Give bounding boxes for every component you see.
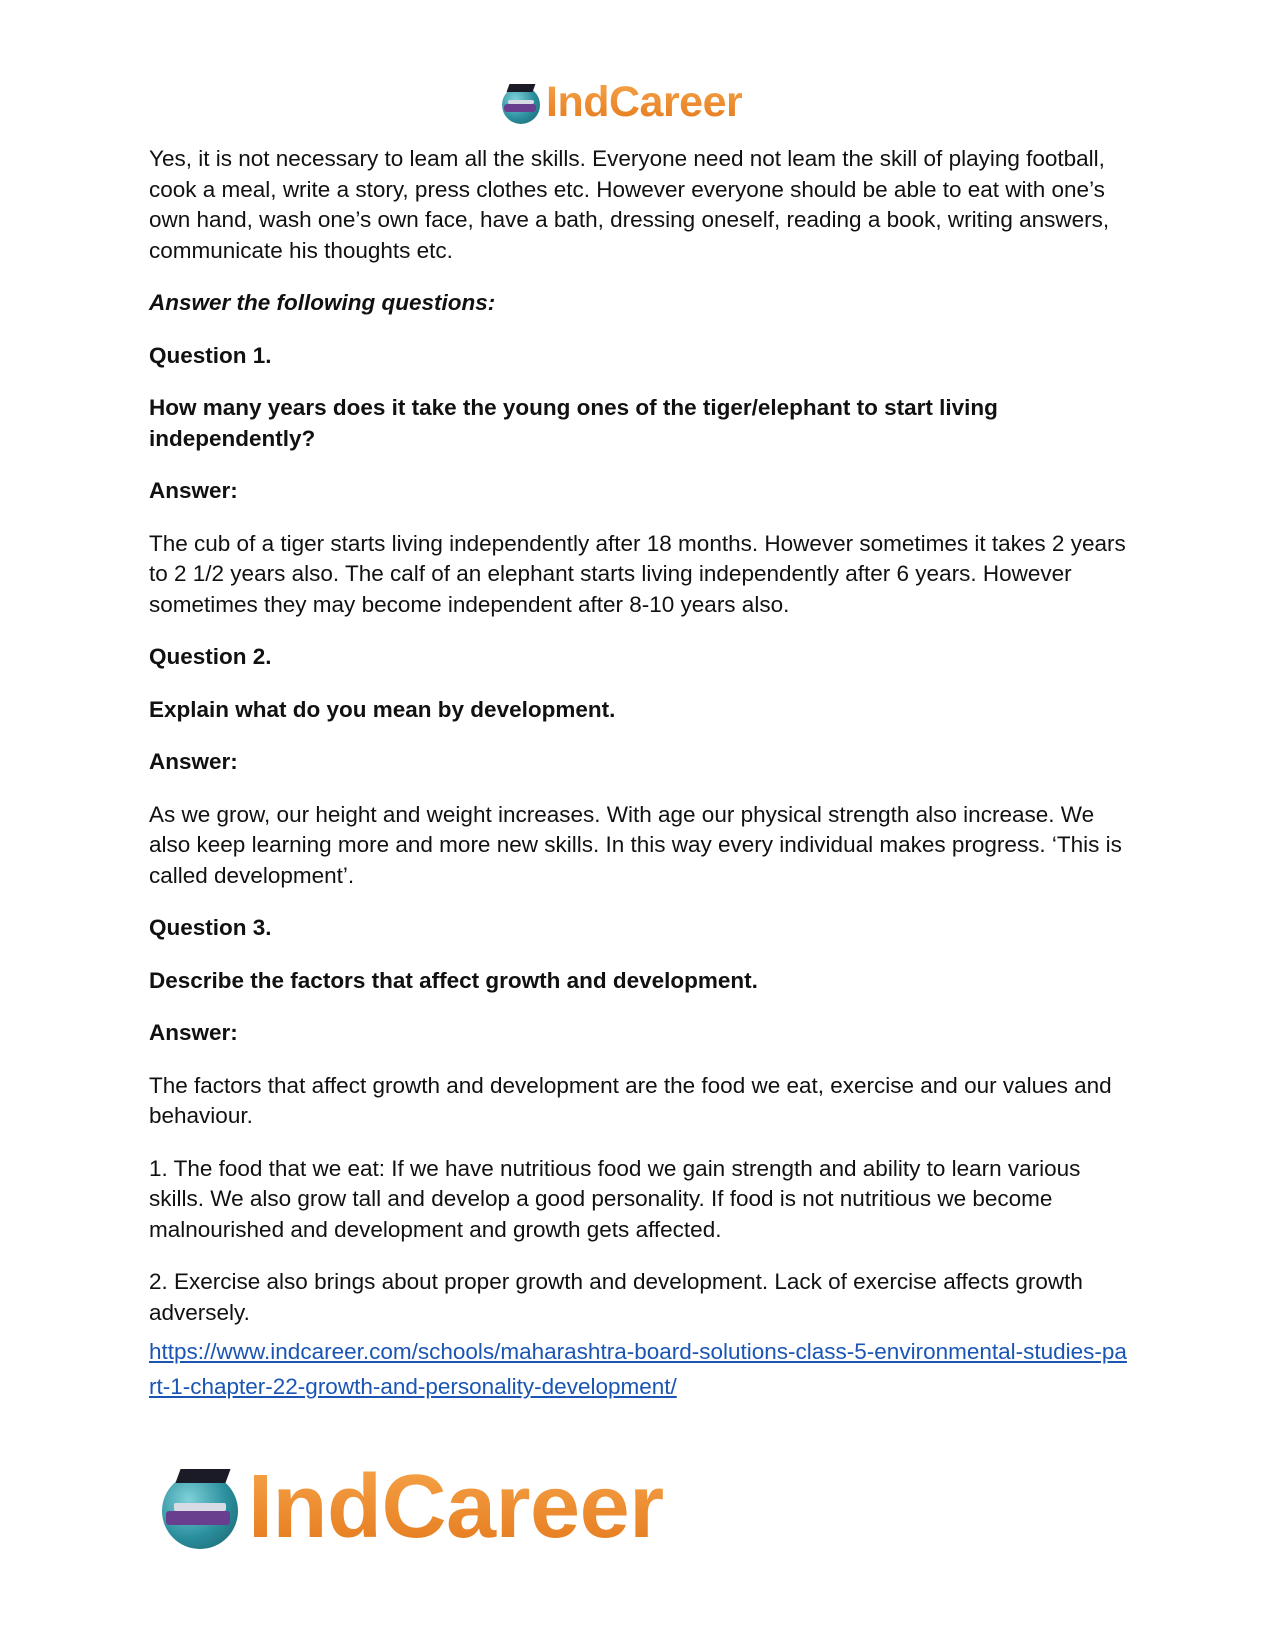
source-link[interactable]: https://www.indcareer.com/schools/maharashtra-board-solutions-class-5-environmental-studies-part-1-chapter-22-growth-and-personality-development/ [149,1339,1127,1399]
graduation-globe-icon [500,80,544,124]
intro-paragraph: Yes, it is not necessary to leam all the skills. Everyone need not leam the skill of playing football, cook a meal, write a story, press clothes etc. However everyone should be able to eat with one’s own hand, wash one’s own face, have a bath, dressing oneself, reading a book, writing answers, communicate his thoughts etc. [149,146,1110,263]
document-body [149,144,1129,1404]
question-text: Describe the factors that affect growth and development. [149,967,758,993]
header-logo-text: IndCareer [546,77,743,126]
question-number: Question 1. [149,342,272,368]
question-text: Explain what do you mean by development. [149,696,616,722]
question-text: How many years does it take the young ones of the tiger/elephant to start living independently? [149,395,998,451]
answer-text: The factors that affect growth and development are the food we eat, exercise and our values and behaviour. [149,1072,1112,1128]
answer-label: Answer: [149,478,238,503]
section-heading: Answer the following questions: [149,290,496,315]
answer-point: 1. The food that we eat: If we have nutritious food we gain strength and ability to learn various skills. We also grow tall and develop a good personality. If food is not nutritious we become malnourished and development and growth gets affected. [149,1155,1081,1242]
footer-logo [160,1457,664,1557]
graduation-globe-icon [160,1465,244,1549]
footer-logo-text: IndCareer [248,1457,664,1557]
answer-text: As we grow, our height and weight increases. With age our physical strength also increase. We also keep learning more and more new skills. In this way every individual makes progress. ‘This is called development’. [149,801,1122,888]
question-number: Question 2. [149,644,272,669]
answer-text: The cub of a tiger starts living independently after 18 months. However sometimes it takes 2 years to 2 1/2 years also. The calf of an elephant starts living independently after 6 years. However sometimes they may become independent after 8-10 years also. [149,530,1126,617]
answer-label: Answer: [149,749,238,774]
answer-label: Answer: [149,1020,238,1045]
question-number: Question 3. [149,915,272,940]
header-logo [500,76,742,128]
answer-point: 2. Exercise also brings about proper growth and development. Lack of exercise affects growth adversely. [149,1269,1083,1325]
